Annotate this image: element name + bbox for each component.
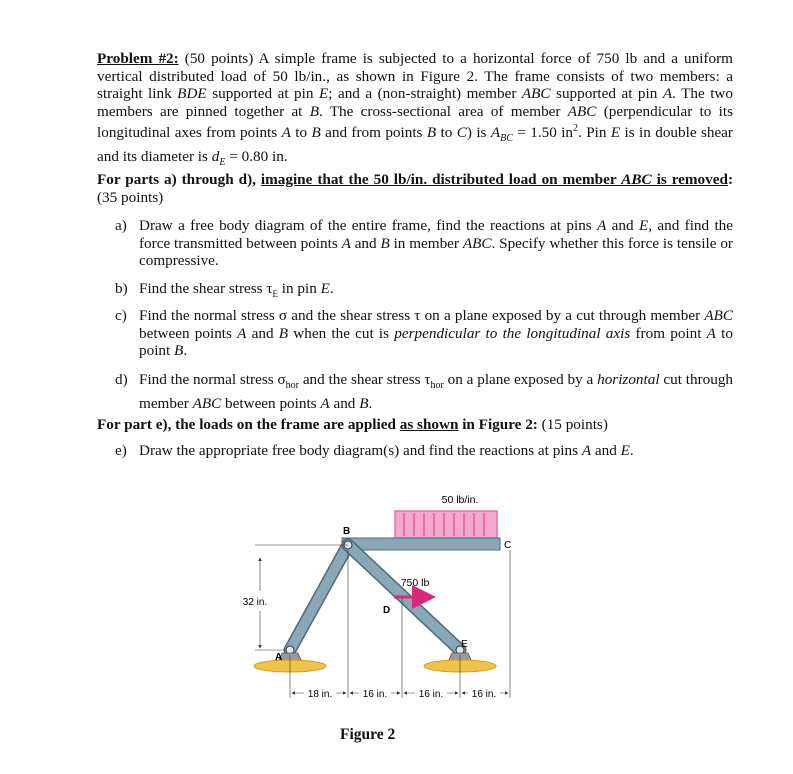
text: , and find the force transmitted between points	[139, 217, 733, 252]
superscript: 2	[573, 123, 579, 135]
var: B	[278, 324, 289, 342]
var: A	[281, 124, 291, 142]
text: . The two members are pinned together at	[97, 85, 733, 120]
force-label: 750 lb	[400, 577, 430, 589]
heading-var: ABC	[621, 171, 652, 188]
member-bc	[342, 538, 500, 550]
item-marker: d)	[115, 371, 128, 388]
dim-label-1: 18 in.	[307, 689, 333, 700]
text: and from points	[320, 124, 427, 142]
text: and the shear stress	[287, 307, 415, 324]
text: .	[183, 342, 188, 360]
text: .	[329, 280, 334, 297]
symbol: σ	[277, 371, 286, 388]
problem-points: (50 points)	[184, 50, 254, 67]
text: on a plane exposed by a cut through member	[420, 307, 705, 324]
item-marker: b)	[115, 280, 128, 297]
var: E	[638, 217, 649, 234]
var: A	[237, 324, 247, 342]
heading-points: (15 points)	[537, 416, 608, 433]
text: and	[606, 217, 639, 234]
problem-statement	[97, 50, 733, 172]
heading-text: For part e), the loads on the frame are applied	[97, 416, 400, 433]
var: BDE	[177, 85, 207, 103]
part-e-heading	[97, 416, 733, 434]
var: B	[311, 124, 321, 142]
var: B	[426, 124, 437, 142]
var: ABC	[521, 85, 551, 103]
point-a-label: A	[275, 652, 283, 663]
problem-label: Problem #2:	[97, 50, 179, 67]
text: Draw a free body diagram of the entire frame, find the reactions at pins	[139, 217, 598, 234]
var: ABC	[192, 394, 222, 412]
italic-text: horizontal	[597, 371, 660, 388]
var: A	[490, 124, 501, 142]
var: A	[581, 442, 592, 459]
point-d-label: D	[383, 605, 391, 616]
item-marker: c)	[115, 307, 127, 324]
heading-underlined: imagine that the 50 lb/in. distributed load on member	[260, 171, 622, 188]
parts-a-d-heading	[97, 171, 733, 206]
load-label: 50 lb/in.	[441, 494, 479, 506]
member-ab	[290, 545, 348, 650]
point-c-label: C	[504, 540, 512, 551]
var: A	[706, 324, 716, 342]
text: is in double shear and its diameter is	[97, 124, 733, 166]
item-marker: a)	[115, 217, 127, 234]
var: A	[341, 234, 351, 252]
text: . Pin	[578, 124, 611, 142]
text: between points	[139, 324, 238, 342]
symbol: σ	[278, 307, 288, 324]
text: in member	[389, 234, 463, 252]
symbol: τ	[266, 280, 273, 297]
text: to	[436, 124, 457, 142]
dim-label-3: 16 in.	[418, 689, 444, 700]
var: A	[597, 217, 607, 234]
point-e-label: E	[461, 639, 468, 650]
horizontal-dimensions	[290, 550, 510, 698]
dim-label-2: 16 in.	[362, 689, 388, 700]
text: . Specify whether this force is tensile or compressive.	[139, 234, 733, 270]
var: B	[380, 234, 390, 252]
text: ) is	[466, 124, 491, 142]
point-b-label: B	[343, 526, 351, 537]
text: .	[629, 442, 634, 459]
text: and the shear stress	[299, 371, 425, 388]
text: .	[368, 394, 373, 412]
text: and	[591, 442, 621, 459]
symbol: τ	[424, 371, 431, 388]
heading-underlined: as shown	[399, 416, 459, 433]
var: E	[620, 442, 630, 459]
var: B	[359, 394, 369, 412]
heading-text: :	[727, 171, 733, 188]
item-marker: e)	[115, 442, 127, 459]
text: cut through member	[139, 371, 734, 412]
text: Find the shear stress	[139, 280, 267, 297]
text: = 0.80 in.	[225, 148, 288, 166]
text: Find the normal stress	[139, 307, 279, 324]
var: B	[309, 102, 319, 120]
text: supported at pin	[550, 85, 663, 103]
var: C	[456, 124, 467, 142]
text: in pin	[278, 280, 321, 297]
subscript: E	[219, 157, 226, 169]
subscript: hor	[430, 380, 444, 392]
italic-text: perpendicular to the longitudinal axis	[394, 324, 631, 342]
text: and	[350, 234, 381, 252]
dim-label-4: 16 in.	[471, 689, 497, 700]
subscript: E	[272, 289, 278, 300]
var: d	[211, 148, 220, 166]
heading-text: in Figure 2:	[458, 416, 538, 433]
var: A	[320, 394, 330, 412]
text: . The cross-sectional area of member	[318, 102, 568, 120]
distributed-load	[395, 511, 497, 538]
text: between points	[221, 394, 321, 412]
var: B	[174, 342, 184, 360]
text: Find the normal stress	[139, 371, 278, 388]
heading-text: For parts a) through d),	[97, 171, 261, 188]
text: supported at pin	[206, 85, 319, 103]
var: E	[610, 124, 621, 142]
figure-caption: Figure 2	[340, 726, 396, 743]
var: ABC	[704, 307, 733, 324]
var: A	[662, 85, 673, 103]
text: A simple frame is subjected to a horizontal force of 750 lb and a uniform vertical distributed load of 50 lb/in., as shown in Figure 2. The frame consists of two members: a straight link	[97, 50, 733, 103]
text: = 1.50 in	[512, 124, 574, 142]
text: Draw the appropriate free body diagram(s) and find the reactions at pins	[139, 442, 582, 459]
var: E	[320, 280, 330, 297]
var: E	[318, 85, 329, 103]
var: ABC	[462, 234, 492, 252]
text: and	[329, 394, 360, 412]
heading-points: (35 points)	[97, 188, 164, 206]
text: ; and a (non-straight) member	[328, 85, 522, 103]
var: ABC	[567, 102, 597, 120]
text: from point	[630, 324, 707, 342]
heading-underlined: is removed	[651, 171, 728, 188]
text: and	[246, 324, 279, 342]
text: on a plane exposed by a	[443, 371, 598, 388]
subscript: BC	[500, 133, 513, 145]
frame-figure	[230, 490, 520, 712]
text: to	[290, 124, 312, 142]
height-label: 32 in.	[242, 597, 268, 608]
text: to point	[139, 324, 733, 360]
subscript: hor	[285, 380, 299, 392]
symbol: τ	[414, 307, 421, 324]
text: when the cut is	[288, 324, 395, 342]
text: (perpendicular to its longitudinal axes from points	[97, 102, 733, 142]
